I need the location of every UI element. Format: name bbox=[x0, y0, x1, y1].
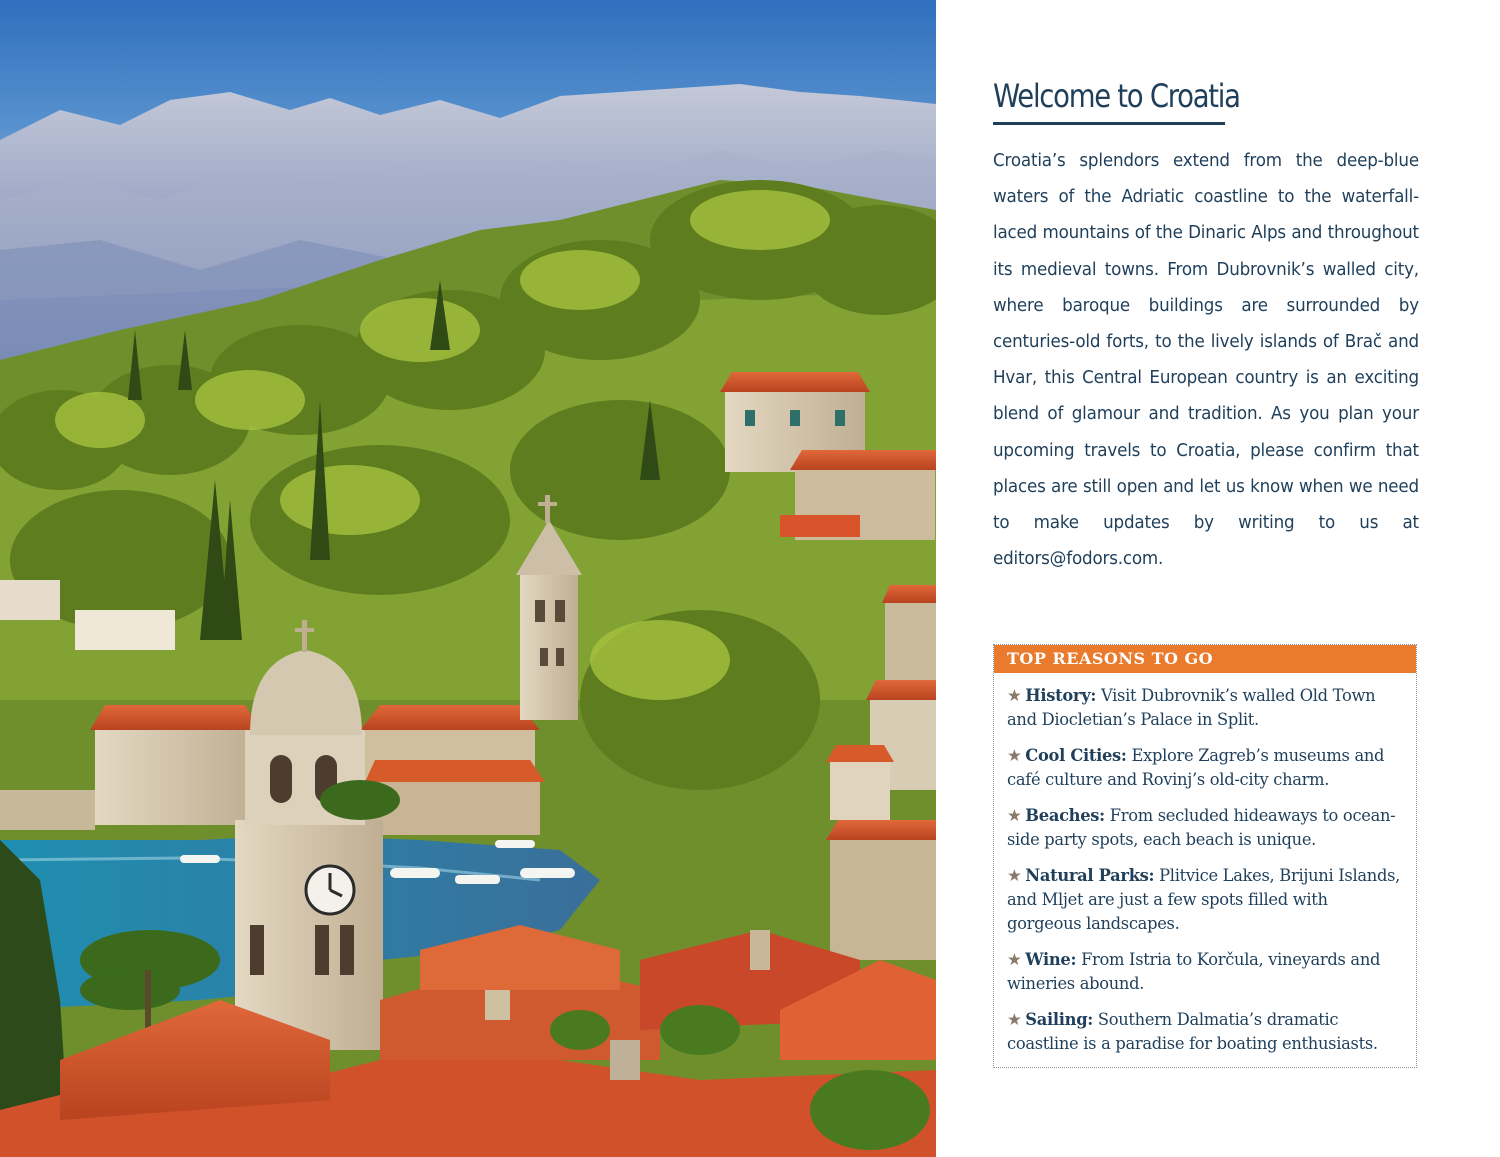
reason-text: Explore Zagreb’s museums and café culture and Rovinj’s old-city charm. bbox=[1007, 746, 1385, 789]
reason-text: From secluded hideaways to ocean-side party spots, each beach is unique. bbox=[1007, 806, 1396, 849]
star-icon: ★ bbox=[1007, 746, 1022, 765]
reason-sailing bbox=[1007, 1008, 1406, 1056]
reason-label: Cool Cities: bbox=[1025, 746, 1127, 765]
reason-label: Wine: bbox=[1025, 950, 1077, 969]
top-reasons-list bbox=[994, 673, 1416, 1056]
intro-paragraph: Croatia’s splendors extend from the deep-blue waters of the Adriatic coastline to the waterfall-laced mountains of the Dinaric Alps and throughout its medieval towns. From Dubrovnik’s walled city, where baroque buildings are surrounded by centuries-old forts, to the lively islands of Brač and Hvar, this Central European country is an exciting blend of glamour and tradition. As you plan your upcoming travels to Croatia, please confirm that places are still open and let us know when we need to make updates by writing to us at editors@fodors.com. bbox=[993, 150, 1419, 570]
star-icon: ★ bbox=[1007, 950, 1022, 969]
page-title: Welcome to Croatia bbox=[993, 77, 1240, 115]
reason-text: From Istria to Korčula, vineyards and wineries abound. bbox=[1007, 950, 1381, 993]
reason-natural-parks bbox=[1007, 864, 1406, 936]
reason-label: Natural Parks: bbox=[1025, 866, 1155, 885]
star-icon: ★ bbox=[1007, 1010, 1022, 1029]
reason-label: History: bbox=[1025, 686, 1097, 705]
reason-text: Plitvice Lakes, Brijuni Islands, and Mljet are just a few spots filled with gorgeous landscapes. bbox=[1007, 866, 1401, 933]
reason-text: Southern Dalmatia’s dramatic coastline is a paradise for boating enthusiasts. bbox=[1007, 1010, 1378, 1053]
reason-beaches bbox=[1007, 804, 1406, 852]
title-underline bbox=[993, 122, 1225, 125]
top-reasons-header: TOP REASONS TO GO bbox=[994, 645, 1416, 673]
reason-history bbox=[1007, 684, 1406, 732]
intro-column bbox=[993, 74, 1419, 577]
reason-cool-cities bbox=[1007, 744, 1406, 792]
reason-text: Visit Dubrovnik’s walled Old Town and Diocletian’s Palace in Split. bbox=[1007, 686, 1376, 729]
star-icon: ★ bbox=[1007, 866, 1022, 885]
reason-label: Sailing: bbox=[1025, 1010, 1093, 1029]
top-reasons-box bbox=[993, 644, 1417, 1068]
star-icon: ★ bbox=[1007, 806, 1022, 825]
reason-label: Beaches: bbox=[1025, 806, 1105, 825]
star-icon: ★ bbox=[1007, 686, 1022, 705]
reason-wine bbox=[1007, 948, 1406, 996]
